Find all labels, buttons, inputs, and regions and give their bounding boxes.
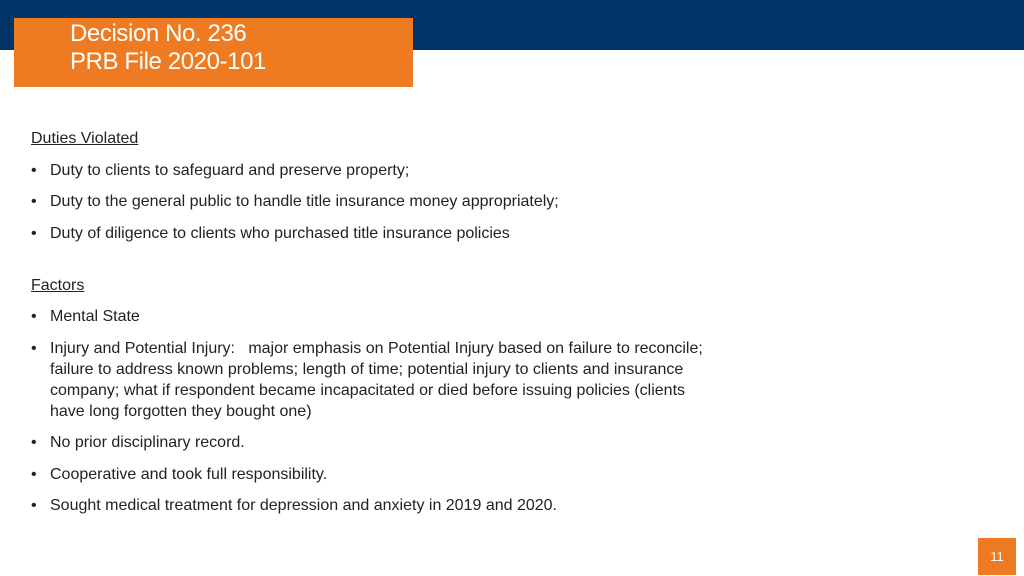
list-item [31, 223, 710, 244]
bullet-icon: • [31, 193, 37, 210]
list-item-text: Duty to the general public to handle title insurance money appropriately; [50, 193, 559, 210]
bullet-icon: • [31, 497, 37, 514]
list-item-text: Cooperative and took full responsibility. [50, 465, 328, 483]
page-number-badge: 11 [978, 538, 1016, 575]
bullet-icon: • [31, 434, 37, 451]
bullet-icon: • [31, 339, 37, 357]
list-item [31, 338, 710, 422]
title-line-decision: Decision No. 236 [70, 20, 247, 47]
title-line-file: PRB File 2020-101 [70, 48, 266, 75]
factors-heading: Factors [31, 276, 85, 294]
duties-list [31, 160, 731, 244]
bullet-icon: • [31, 308, 37, 325]
list-item-text: Duty of diligence to clients who purchased title insurance policies [50, 224, 510, 242]
bullet-icon: • [31, 224, 37, 242]
list-item [31, 495, 710, 516]
section-spacer [31, 244, 731, 275]
list-item-text: Duty to clients to safeguard and preserve property; [50, 161, 410, 179]
list-item-text: Sought medical treatment for depression and anxiety in 2019 and 2020. [50, 497, 557, 514]
slide-content [31, 128, 731, 516]
list-item [31, 464, 710, 485]
title-box [14, 18, 413, 87]
duties-violated-heading: Duties Violated [31, 130, 139, 147]
list-item [31, 191, 710, 212]
list-item [31, 306, 710, 327]
list-item [31, 160, 710, 181]
list-item-text: No prior disciplinary record. [50, 434, 245, 451]
list-item-text: Mental State [50, 308, 140, 325]
list-item [31, 432, 710, 453]
factors-list [31, 306, 731, 516]
bullet-icon: • [31, 161, 37, 179]
list-item-text: Injury and Potential Injury: major emphasis on Potential Injury based on failure to reconcile; failure to address known problems; length of time; potential injury to clients and insurance company; what if respondent became incapacitated or died before issuing policies (clients have long forgotten they bought one) [50, 339, 708, 420]
bullet-icon: • [31, 465, 37, 483]
